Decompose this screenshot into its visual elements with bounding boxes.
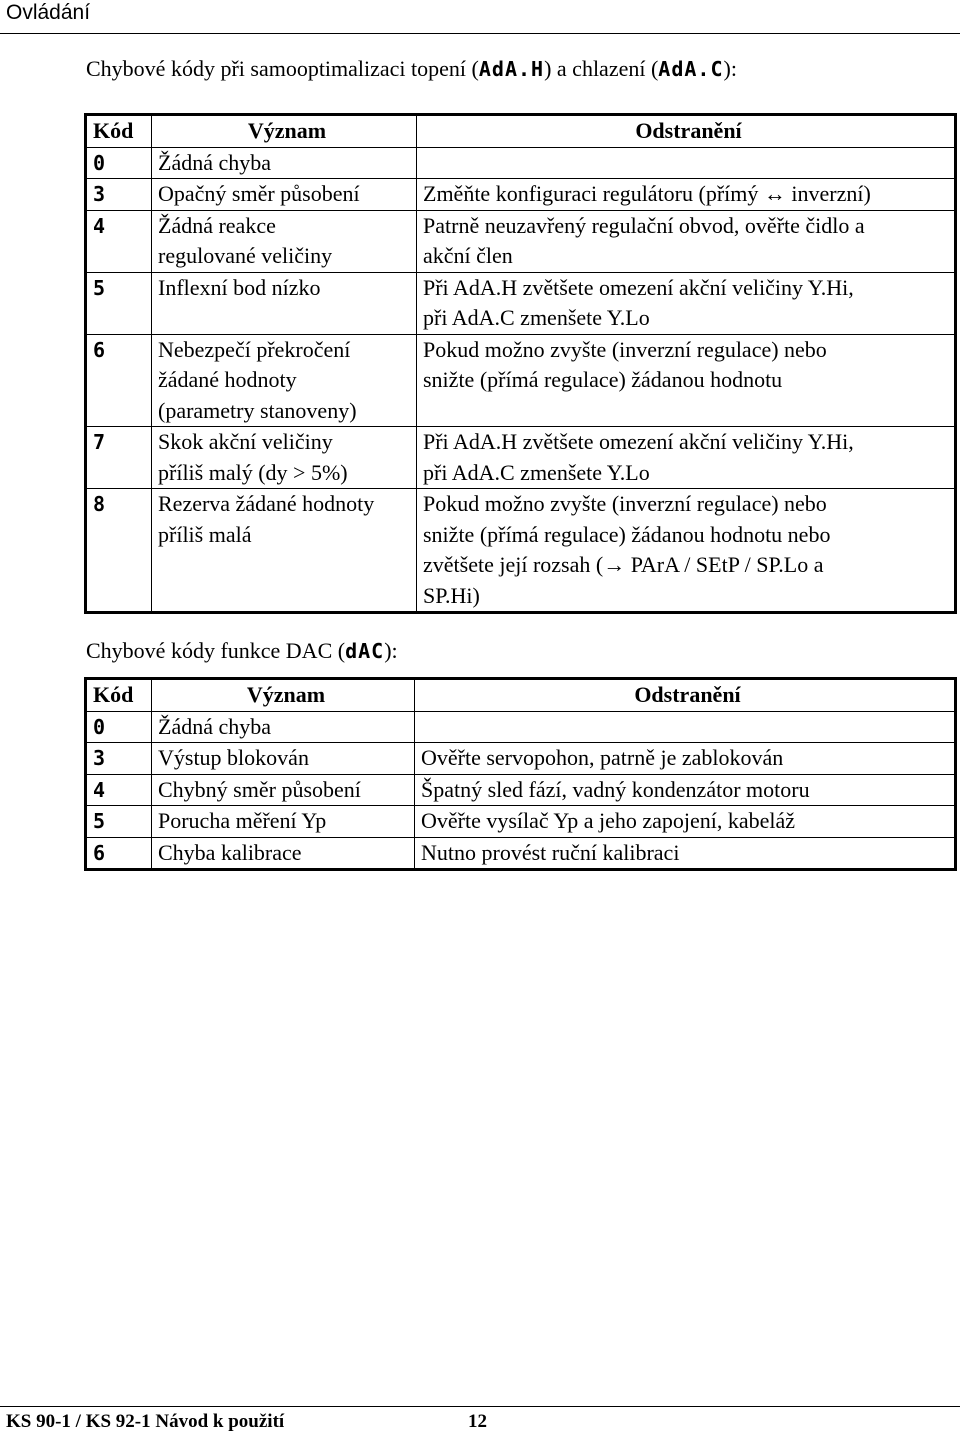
- meaning-cell: Skok akční veličiny příliš malý (dy > 5%): [152, 427, 417, 489]
- code-cell: 3: [86, 743, 152, 775]
- meaning-cell: Žádná reakce regulované veličiny: [152, 210, 417, 272]
- table-row: [86, 179, 956, 211]
- table-row: [86, 489, 956, 613]
- fix-cell: Nutno provést ruční kalibraci: [421, 839, 680, 865]
- code-cell: 7: [86, 427, 152, 489]
- header-title: Ovládání: [6, 1, 91, 24]
- table2-header-kod: Kód: [86, 679, 152, 712]
- fix-cell: Při AdA.H zvětšete omezení akční veličiny Y.Hi, při AdA.C zmenšete Y.Lo: [417, 427, 956, 489]
- fix-cell: Ověřte vysílač Yp a jeho zapojení, kabeláž: [415, 806, 956, 838]
- section2-title: [86, 637, 398, 665]
- fix-cell: Změňte konfiguraci regulátoru (přímý ↔ inverzní): [417, 179, 956, 211]
- fix-cell: Špatný sled fází, vadný kondenzátor motoru: [415, 774, 956, 806]
- table2-header-row: [86, 679, 956, 712]
- section2-title-post: ):: [384, 638, 398, 663]
- section1-title-post: ):: [723, 56, 737, 81]
- table2-header-vyznam: Význam: [152, 679, 415, 712]
- table-row: [86, 147, 956, 179]
- table-row: [86, 334, 956, 427]
- code-cell: 5: [86, 806, 152, 838]
- table-row: [86, 272, 956, 334]
- meaning-cell: Opačný směr působení: [152, 179, 417, 211]
- page-number: 12: [468, 1411, 487, 1432]
- meaning-cell: Rezerva žádané hodnoty příliš malá: [152, 489, 417, 613]
- meaning-cell: Nebezpečí překročení žádané hodnoty (parametry stanoveny): [152, 334, 417, 427]
- page-header: [0, 0, 960, 34]
- table1-header-row: [86, 115, 956, 148]
- section2-code: dAC: [345, 639, 385, 663]
- code-cell: 3: [86, 179, 152, 211]
- code-cell: 6: [86, 837, 152, 870]
- meaning-cell: Chybný směr působení: [152, 774, 415, 806]
- table1-header-odstraneni: Odstranění: [417, 115, 956, 148]
- table-row: [86, 743, 956, 775]
- meaning-cell: Výstup blokován: [152, 743, 415, 775]
- section1-code-cool: AdA.C: [658, 57, 724, 81]
- table-row: [86, 837, 956, 870]
- table2: [84, 677, 957, 871]
- section1-title: [86, 55, 737, 83]
- page-footer: [0, 1406, 960, 1436]
- fix-cell: [417, 147, 956, 179]
- code-cell: 4: [86, 210, 152, 272]
- fix-cell: Pokud možno zvyšte (inverzní regulace) nebo snižte (přímá regulace) žádanou hodnotu: [417, 334, 956, 427]
- code-cell: 6: [86, 334, 152, 427]
- section1-title-pre: Chybové kódy při samooptimalizaci topení (: [86, 56, 479, 81]
- fix-cell: Patrně neuzavřený regulační obvod, ověřte čidlo a akční člen: [417, 210, 956, 272]
- table2-header-odstraneni: Odstranění: [415, 679, 956, 712]
- table1: [84, 113, 957, 614]
- code-cell: 0: [86, 711, 152, 743]
- code-cell: 8: [86, 489, 152, 613]
- meaning-cell: Žádná chyba: [152, 147, 417, 179]
- fix-cell: [415, 711, 956, 743]
- section1-code-heat: AdA.H: [478, 57, 545, 81]
- table1-header-kod: Kód: [86, 115, 152, 148]
- fix-cell: Ověřte servopohon, patrně je zablokován: [415, 743, 956, 775]
- code-cell: 4: [86, 774, 152, 806]
- code-cell: 0: [86, 147, 152, 179]
- section1-title-mid: ) a chlazení (: [544, 56, 659, 81]
- table-row: [86, 806, 956, 838]
- meaning-cell: Žádná chyba: [152, 711, 415, 743]
- footer-text: KS 90-1 / KS 92-1 Návod k použití: [6, 1411, 285, 1432]
- meaning-cell: Porucha měření Yp: [152, 806, 415, 838]
- table-row: [86, 774, 956, 806]
- table1-header-vyznam: Význam: [152, 115, 417, 148]
- fix-cell: Pokud možno zvyšte (inverzní regulace) nebo snižte (přímá regulace) žádanou hodnotu nebo zvětšete její rozsah (→ PArA / SEtP / SP.Lo a SP.Hi): [423, 491, 831, 608]
- section2-title-pre: Chybové kódy funkce DAC (: [86, 638, 346, 663]
- fix-cell: Při AdA.H zvětšete omezení akční veličiny Y.Hi, při AdA.C zmenšete Y.Lo: [417, 272, 956, 334]
- code-cell: 5: [86, 272, 152, 334]
- meaning-cell: Chyba kalibrace: [152, 837, 415, 870]
- table-row: [86, 711, 956, 743]
- table-row: [86, 427, 956, 489]
- table-row: [86, 210, 956, 272]
- meaning-cell: Inflexní bod nízko: [152, 272, 417, 334]
